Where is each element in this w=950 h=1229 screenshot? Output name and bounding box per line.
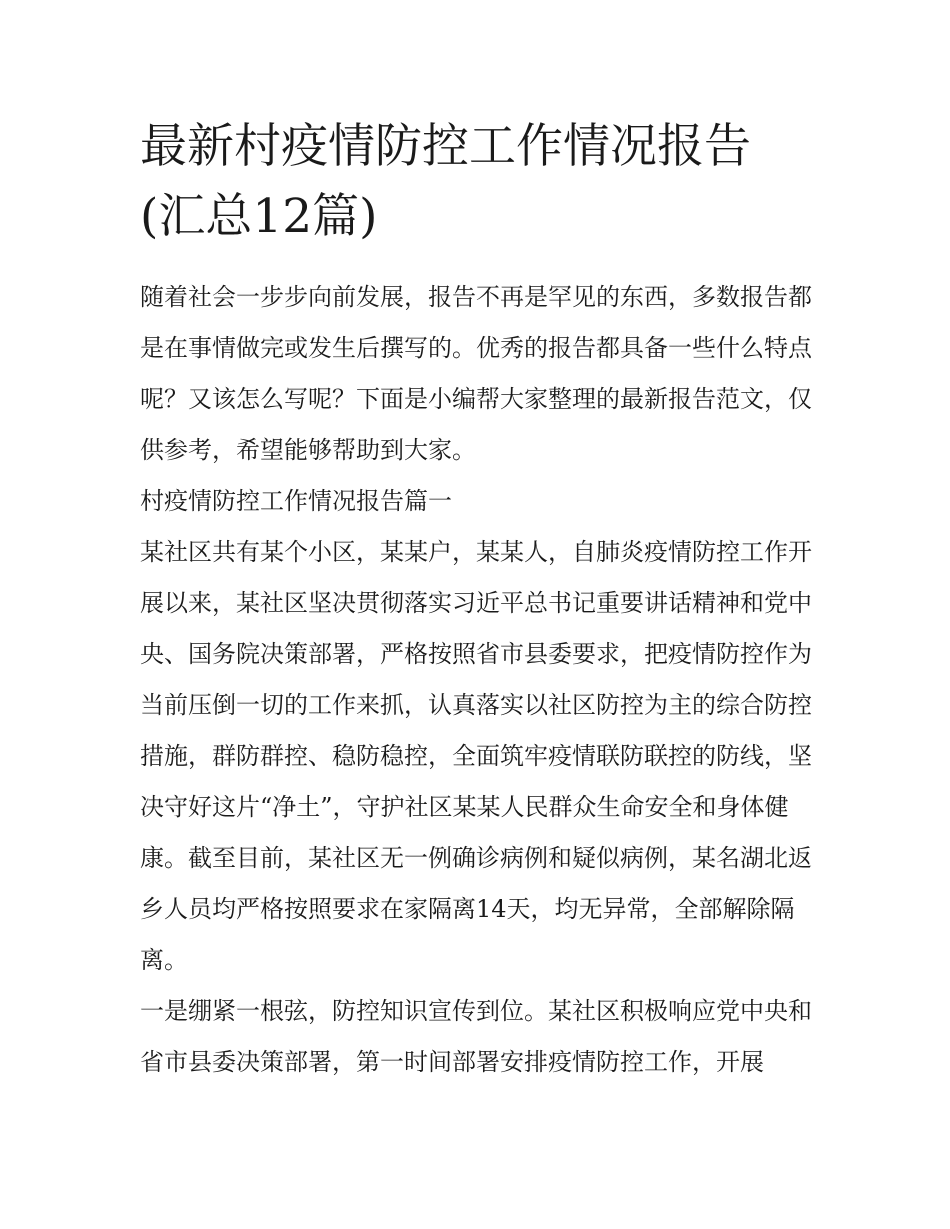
section-heading: 村疫情防控工作情况报告篇一 (140, 487, 452, 515)
document-title-line-2: (汇总12篇) (140, 189, 378, 244)
body-paragraph-2: 一是绷紧一根弦，防控知识宣传到位。某社区积极响应党中央和省市县委决策部署，第一时间部署安排疫情防控工作，开展 (140, 997, 812, 1076)
document-body (140, 272, 814, 1088)
document-page (140, 112, 814, 1088)
body-paragraph-1: 某社区共有某个小区，某某户，某某人，自肺炎疫情防控工作开展以来，某社区坚决贯彻落实习近平总书记重要讲话精神和党中央、国务院决策部署，严格按照省市县委要求，把疫情防控作为当前压倒一切的工作来抓，认真落实以社区防控为主的综合防控措施，群防群控、稳防稳控，全面筑牢疫情联防联控的防线，坚决守好这片“净土”，守护社区某某人民群众生命安全和身体健康。截至目前，某社区无一例确诊病例和疑似病例，某名湖北返乡人员均严格按照要求在家隔离14天，均无异常，全部解除隔离。 (140, 538, 812, 974)
document-title-line-1: 最新村疫情防控工作情况报告 (140, 119, 751, 174)
intro-paragraph: 随着社会一步步向前发展，报告不再是罕见的东西，多数报告都是在事情做完或发生后撰写的。优秀的报告都具备一些什么特点呢？又该怎么写呢？下面是小编帮大家整理的最新报告范文，仅供参考，希望能够帮助到大家。 (140, 283, 812, 464)
document-title (140, 112, 814, 252)
